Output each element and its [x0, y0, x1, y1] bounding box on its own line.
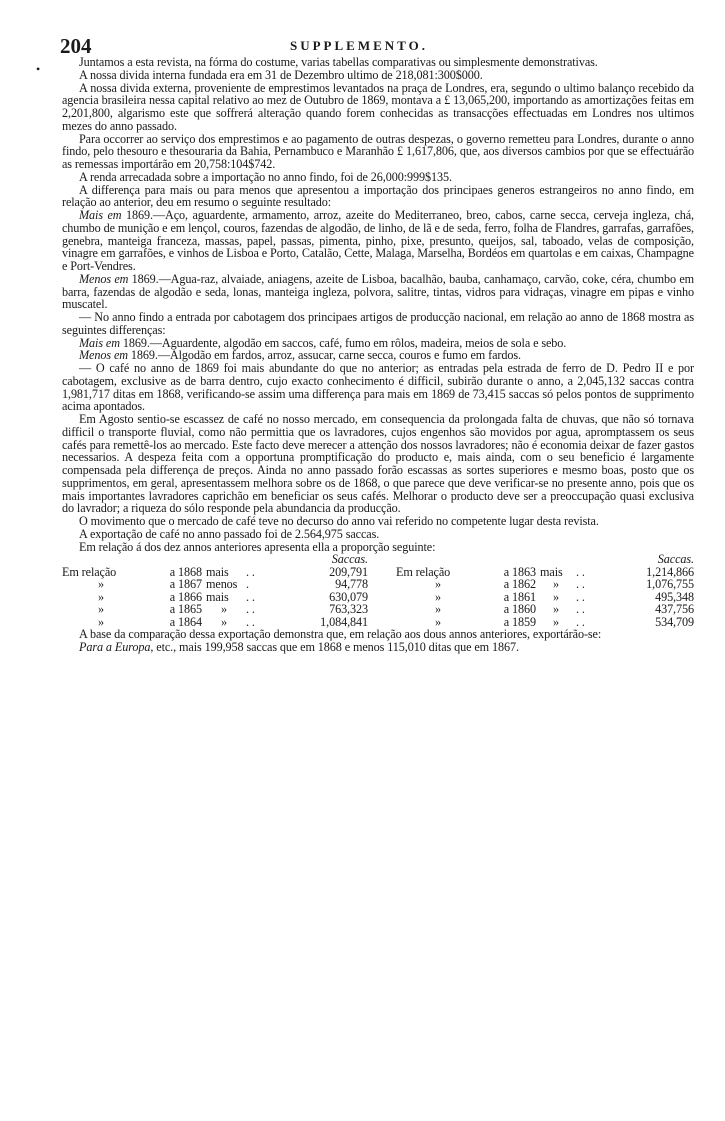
paragraph: — O café no anno de 1869 foi mais abundante do que no anterior; as entradas pela estrada de ferro de D. Pedro II e por cabotagem, exclusive as de barra dentro, cujo exacto conhecimento é difficil, subirão durante o anno, a 2,045,132 saccas contra 1,981,717 ditas em 1868, verificando-se assim uma differença para mais em 1869 de 73,415 saccas só pelos pontos de supprimento acima apontados. [62, 361, 694, 414]
paragraph: A nossa divida interna fundada era em 31 de Dezembro ultimo de 218,081:300$000. [79, 67, 483, 82]
row-year: a 1867 [169, 577, 202, 592]
row-direction: » [553, 577, 559, 592]
row-leader: . . [576, 614, 585, 629]
row-year: a 1864 [169, 614, 202, 629]
item-label: Para a Europa, [79, 640, 154, 654]
row-prefix: » [98, 589, 104, 604]
row-leader: . . [246, 564, 255, 579]
item-label: Menos em [79, 271, 129, 286]
paragraph: O movimento que o mercado de café teve no decurso do anno vai referido no competente lugar desta revista. [79, 514, 599, 528]
document-page [62, 34, 694, 654]
row-leader: . . [576, 577, 585, 592]
row-value: 209,791 [329, 564, 368, 579]
table-header-row [62, 553, 694, 566]
row-year: a 1860 [503, 602, 536, 617]
row-prefix: Em relação [62, 564, 117, 579]
row-year: a 1865 [169, 602, 202, 617]
row-direction: menos [206, 577, 238, 592]
row-prefix: » [98, 602, 104, 617]
paragraph: A renda arrecadada sobre a importação no anno findo, foi de 26,000:999$135. [79, 169, 452, 184]
row-prefix: Em relação [396, 564, 451, 579]
paragraph: Em Agosto sentio-se escassez de café no nosso mercado, em consequencia da prolongada falta de chuvas, que não só tornava difficil o transporte fluvial, como não permittia que os lavradores, cujos engenhos são movidos por agua, apromptassem os seus cafés para remettê-los ao mercado. Este facto deve merecer a attenção dos nossos lavradores; não é economia deixar de fazer gastos necessarios. A despeza feita com a opportuna promptificação do producto e, mais ainda, com o seu beneficio é largamente compensada pela differença de preços. Ainda no anno passado forão escassas as sortes superiores e mesmo boas, posto que os supprimentos, em geral, apresentassem melhora sobre os de 1868, o que parece que deve verificar-se no presente anno, pois que os mais importantes lavradores caprichão em beneficiar os seus cafés. Melhorar o producto deve ser a preoccupação quasi exclusiva do lavrador; a riqueza do sólo responde pela abundancia da producção. [62, 412, 694, 516]
page-header [62, 34, 694, 56]
unit-header: Saccas. [657, 552, 694, 567]
row-value: 437,756 [655, 602, 694, 617]
item-text: 1869.—Aço, aguardente, armamento, arroz, azeite do Mediterraneo, breo, cabos, carne secca, cerveja ingleza, chá, chumbo de munição e em lençol, couros, fazendas de algodão, de linho, de lã e de seda, ferro, folha de Flandres, garrafas, garrafões, genebra, manteiga franceza, massas, papel, passas, pimenta, pinho, pixe, presunto, queijos, sal, taboado, velas de composição, vinagre em garrafões, e vinhos de Lisboa e Porto, Catalão, Cette, Malaga, Marselha, Bordéos em quartolas e em caixas, Champagne e Port-Vendres. [62, 208, 695, 273]
row-value: 534,709 [655, 614, 694, 629]
row-direction: » [553, 602, 559, 617]
row-leader: . . [246, 602, 255, 617]
table-row [62, 578, 694, 591]
row-direction: mais [540, 564, 563, 579]
row-year: a 1862 [503, 577, 536, 592]
row-prefix: » [435, 602, 441, 617]
row-value: 1,084,841 [320, 614, 368, 629]
row-leader: . . [246, 614, 255, 629]
paragraph: A differença para mais ou para menos que apresentou a importação dos principaes generos estrangeiros no anno findo, em relação ao anterior, deu em resumo o seguinte resultado: [62, 182, 694, 210]
row-prefix: » [435, 589, 441, 604]
row-value: 1,076,755 [646, 577, 694, 592]
row-prefix: » [98, 577, 104, 592]
table-row [62, 566, 694, 579]
item-text: 1869.—Agua-raz, alvaiade, aniagens, azeite de Lisboa, bacalhão, bauba, canhamaço, carvão, coke, céra, chumbo em barra, fazendas de algodão e seda, lonas, manteiga ingleza, polvora, salitre, tintas, vidros para vidraças, vinagre em pipas e vinho muscatel. [62, 271, 695, 312]
paragraph: — No anno findo a entrada por cabotagem dos principaes artigos de producção nacional, em relação ao anno de 1868 mostra as seguintes differenças: [62, 310, 694, 337]
row-value: 763,323 [329, 602, 368, 617]
row-leader: . . [576, 602, 585, 617]
row-year: a 1868 [169, 564, 202, 579]
row-prefix: » [435, 614, 441, 629]
row-leader: . . [576, 564, 585, 579]
row-leader: . . [576, 589, 585, 604]
item-text: 1869.—Aguardente, algodão em saccos, café, fumo em rôlos, madeira, meios de sola e sebo. [119, 335, 567, 350]
body-text [62, 56, 694, 654]
paragraph: Juntamos a esta revista, na fórma do costume, varias tabellas comparativas ou simplesmente demonstrativas. [79, 55, 598, 69]
paragraph [62, 641, 694, 654]
paragraph: Em relação á dos dez annos anteriores apresenta ella a proporção seguinte: [79, 539, 436, 554]
table-row [62, 603, 694, 616]
row-year: a 1861 [503, 589, 536, 604]
item-label: Menos em [79, 348, 128, 363]
item-text: etc., mais 199,958 saccas que em 1868 e menos 115,010 ditas que em 1867. [153, 640, 519, 654]
item-label: Mais em [79, 208, 122, 222]
row-year: a 1859 [503, 614, 536, 629]
item-text: 1869.—Algodão em fardos, arroz, assucar, carne secca, couros e fumo em fardos. [127, 348, 521, 363]
row-prefix: » [98, 614, 104, 629]
paragraph: A exportação de café no anno passado foi de 2.564,975 saccas. [79, 526, 380, 541]
row-direction: mais [206, 589, 229, 604]
row-year: a 1863 [503, 564, 536, 579]
row-direction: » [553, 589, 559, 604]
running-title: SUPPLEMENTO. [290, 38, 428, 53]
row-value: 630,079 [329, 589, 368, 604]
row-direction: » [221, 602, 227, 617]
row-leader: . . [246, 589, 255, 604]
table-row [62, 591, 694, 604]
row-leader: . [246, 577, 249, 592]
row-value: 1,214,866 [646, 564, 694, 579]
margin-bullet: • [36, 62, 41, 76]
row-value: 94,778 [335, 577, 368, 592]
row-value: 495,348 [655, 589, 694, 604]
export-comparison-table [62, 553, 694, 628]
page-number: 204 [60, 34, 92, 58]
paragraph: A base da comparação dessa exportação demonstra que, em relação aos dous annos anteriores, exportárão-se: [79, 627, 602, 642]
list-item [62, 209, 694, 273]
row-direction: » [553, 614, 559, 629]
row-year: a 1866 [169, 589, 202, 604]
paragraph: A nossa divida externa, proveniente de emprestimos levantados na praça de Londres, era, segundo o ultimo balanço recebido da agencia brasileira nessa capital relativo ao mez de Outubro de 1869, montava a £ 13,065,200, importando as amortizações feitas em 2,201,800, algarismo este que soffrerá alteração quando forem conhecidas as transacções effectuadas em Londres nos ultimos mezes do anno passado. [62, 80, 694, 133]
paragraph: Para occorrer ao serviço dos emprestimos e ao pagamento de outras despezas, o governo remetteu para Londres, durante o anno findo, pelo thesouro e thesouraria da Bahia, Pernambuco e Maranhão £ 1,617,806, que, aos diversos cambios por que se effectuárão as remessas importárão em 20,758:104$742. [62, 131, 694, 171]
row-direction: » [221, 614, 227, 629]
list-item [62, 273, 694, 311]
item-label: Mais em [79, 335, 120, 350]
row-prefix: » [435, 577, 441, 592]
row-direction: mais [206, 564, 229, 579]
unit-header: Saccas. [331, 552, 368, 567]
